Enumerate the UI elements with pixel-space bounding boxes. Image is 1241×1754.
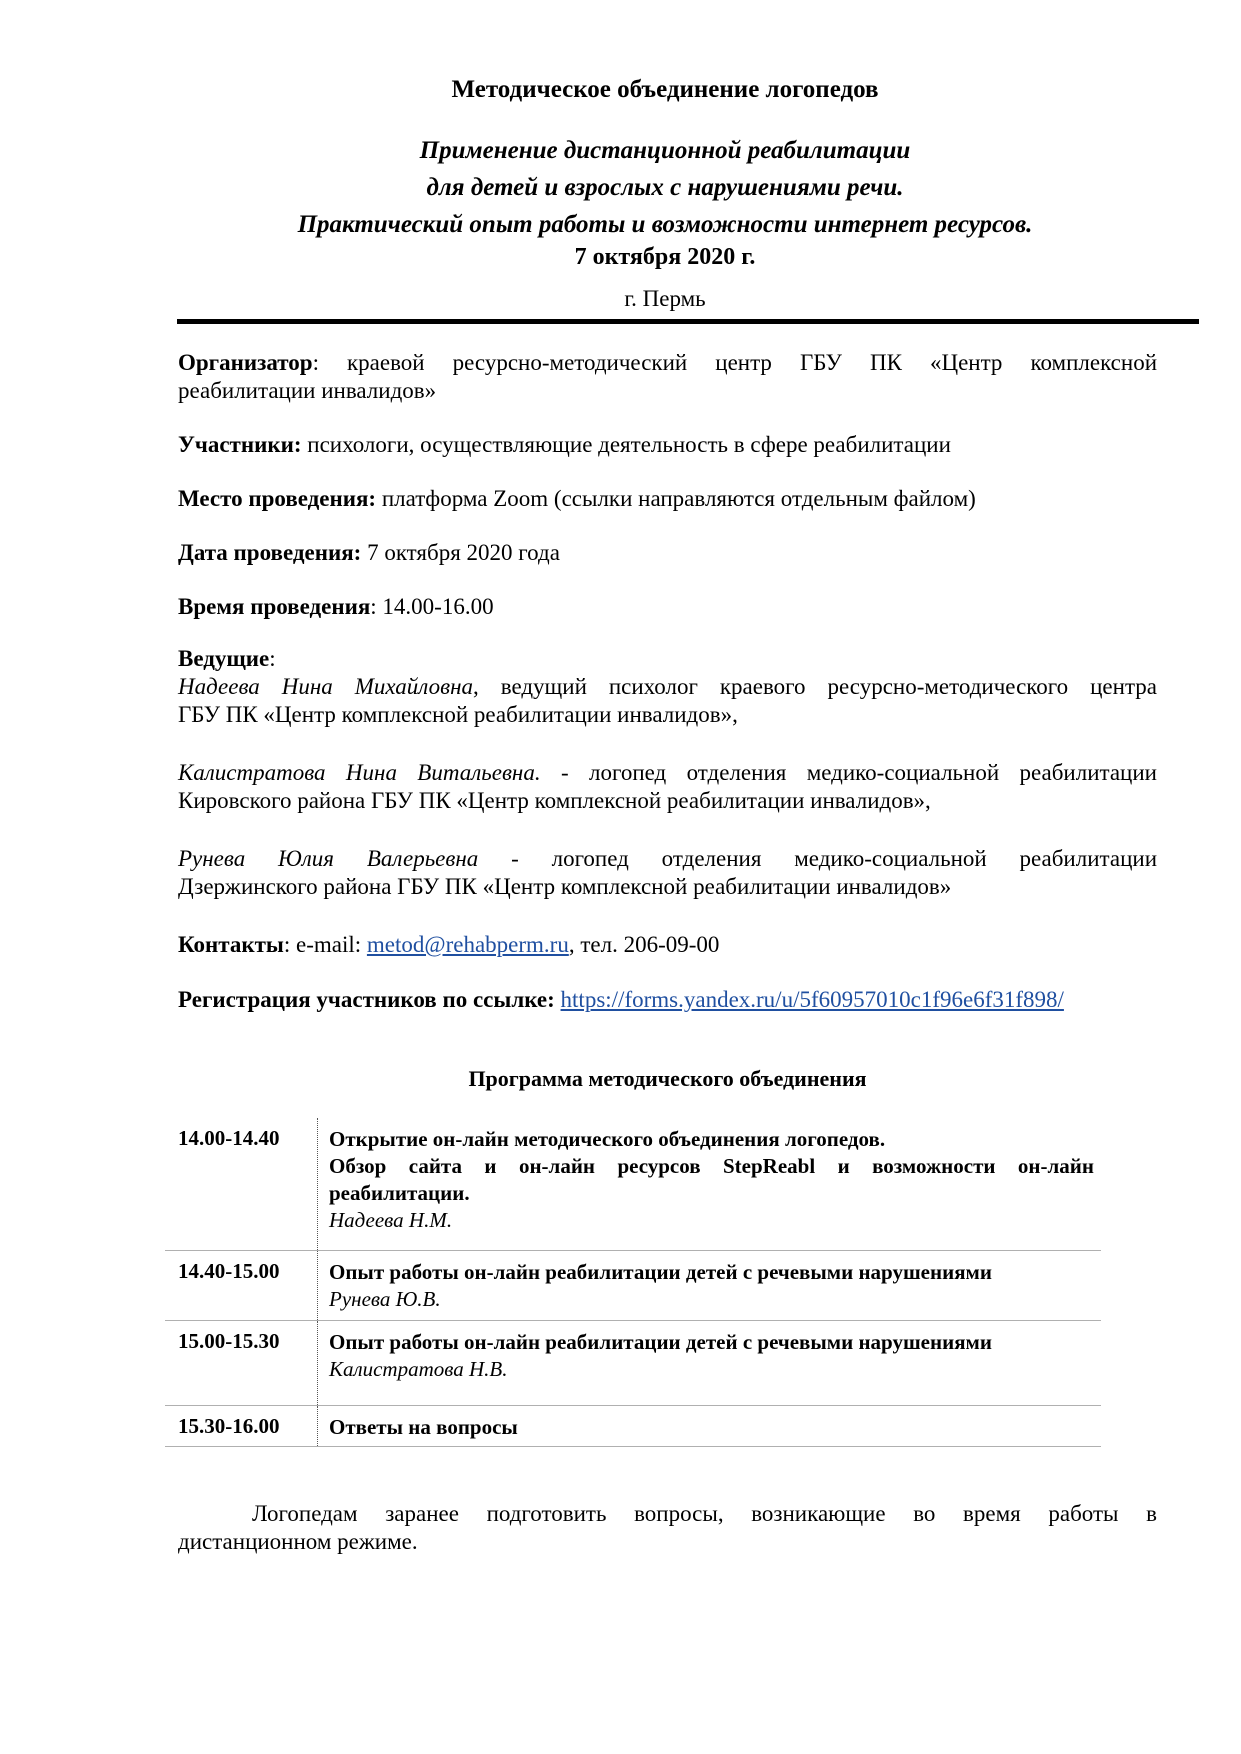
table-row [165,1118,1101,1251]
date-paragraph [178,539,1157,567]
row-description [329,1118,1094,1234]
header-divider [177,319,1199,324]
row-presenter: Рунева Ю.В. [329,1287,441,1311]
host-name: Надеева Нина Михайловна [178,674,473,699]
document-title: Методическое объединение логопедов [451,76,879,103]
document-subtitle [0,132,1241,243]
footer-note [178,1500,1157,1556]
row-title: Обзор сайта и он-лайн ресурсов StepReabl и возможности он-лайн [329,1154,1094,1178]
event-date: 7 октября 2020 г. [574,244,756,270]
organizer-value-cont: реабилитации инвалидов» [178,378,437,403]
email-link[interactable]: metod@rehabperm.ru [366,932,569,957]
place-paragraph [178,485,1157,513]
row-time: 15.30-16.00 [178,1414,280,1438]
contacts-email-prefix: : e-mail: [283,932,367,957]
registration-label: Регистрация участников по ссылке: [178,987,555,1012]
host-role-cont: Дзержинского района ГБУ ПК «Центр комплексной реабилитации инвалидов» [178,874,952,899]
table-row [165,1321,1101,1406]
hosts-label: Ведущие [178,646,270,671]
registration-link[interactable]: https://forms.yandex.ru/u/5f60957010c1f96e6f31f898/ [560,987,1064,1012]
host-name: Рунева Юлия Валерьевна [178,846,479,871]
host-item [178,845,1157,901]
host-role-cont: Кировского района ГБУ ПК «Центр комплексной реабилитации инвалидов», [178,788,931,813]
row-description [329,1251,1094,1313]
host-item [178,759,1157,815]
host-role: - логопед отделения медико-социальной реабилитации [540,760,1157,785]
row-title: Опыт работы он-лайн реабилитации детей с речевыми нарушениями [329,1260,992,1284]
footer-line: Логопедам заранее подготовить вопросы, возникающие во время работы в [252,1501,1157,1526]
subtitle-line: для детей и взрослых с нарушениями речи. [426,174,904,201]
row-presenter: Калистратова Н.В. [329,1357,508,1381]
registration-paragraph [178,986,1157,1014]
host-role-cont: ГБУ ПК «Центр комплексной реабилитации инвалидов», [178,702,738,727]
program-title: Программа методического объединения [468,1066,867,1091]
place-label: Место проведения: [178,486,377,511]
column-divider [317,1118,318,1250]
participants-value: психологи, осуществляющие деятельность в сфере реабилитации [301,432,951,457]
host-role: - логопед отделения медико-социальной реабилитации [478,846,1157,871]
contacts-phone: , тел. 206-09-00 [568,932,720,957]
row-title: Открытие он-лайн методического объединения логопедов. [329,1127,886,1151]
column-divider [317,1251,318,1320]
host-item [178,673,1157,729]
row-time: 15.00-15.30 [178,1329,280,1353]
row-description [329,1406,1094,1441]
time-label: Время проведения [178,594,371,619]
table-row [165,1406,1101,1447]
organizer-label: Организатор [178,350,313,375]
column-divider [317,1406,318,1446]
subtitle-line: Применение дистанционной реабилитации [419,137,911,164]
row-time: 14.00-14.40 [178,1126,280,1150]
row-presenter: Надеева Н.М. [329,1208,453,1232]
column-divider [317,1321,318,1405]
event-city: г. Пермь [624,286,706,311]
time-value: : 14.00-16.00 [370,594,494,619]
footer-line: дистанционном режиме. [178,1529,418,1554]
place-value: платформа Zoom (ссылки направляются отдельным файлом) [376,486,976,511]
row-title: Опыт работы он-лайн реабилитации детей с речевыми нарушениями [329,1330,992,1354]
program-table [165,1118,1101,1447]
time-paragraph [178,593,1157,621]
organizer-value: : краевой ресурсно-методический центр ГБУ ПК «Центр комплексной [312,350,1157,375]
host-name: Калистратова Нина Витальевна. [178,760,541,785]
date-value: 7 октября 2020 года [361,540,560,565]
participants-label: Участники: [178,432,302,457]
participants-paragraph [178,431,1157,459]
date-label: Дата проведения: [178,540,362,565]
row-description [329,1321,1094,1383]
organizer-paragraph [178,349,1157,405]
row-title: Ответы на вопросы [329,1415,518,1439]
hosts-heading [178,645,1157,673]
row-title: реабилитации. [329,1181,470,1205]
contacts-paragraph [178,931,1157,959]
table-row [165,1251,1101,1321]
contacts-label: Контакты [178,932,284,957]
row-time: 14.40-15.00 [178,1259,280,1283]
hosts-colon: : [269,646,276,671]
host-role: , ведущий психолог краевого ресурсно-методического центра [473,674,1157,699]
subtitle-line: Практический опыт работы и возможности интернет ресурсов. [297,211,1033,238]
